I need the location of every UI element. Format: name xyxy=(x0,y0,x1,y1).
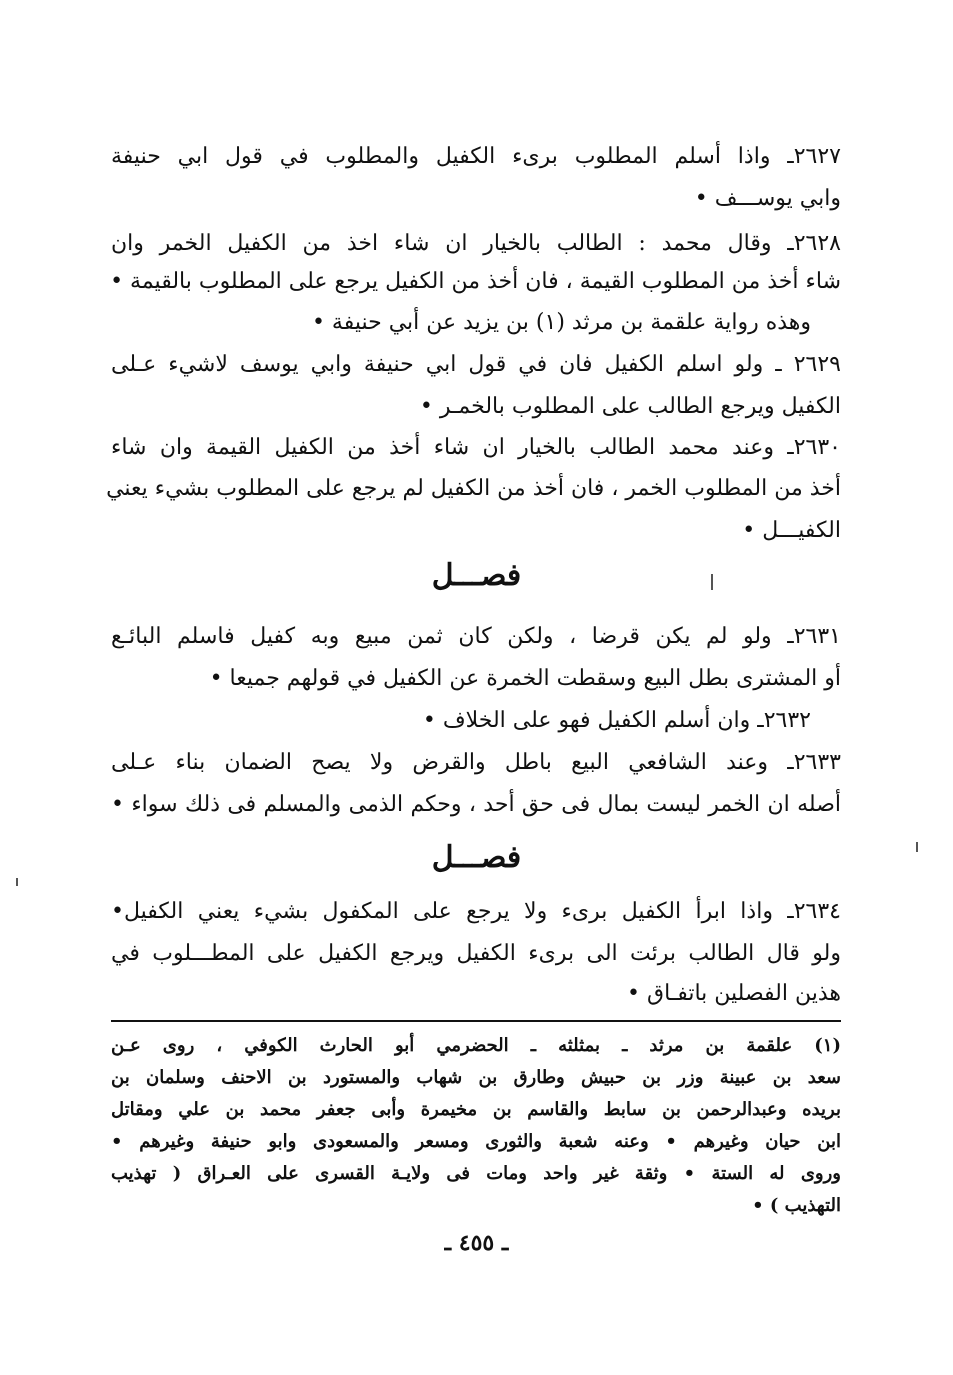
page-number: ـ ٤٥٥ ـ xyxy=(444,1230,509,1256)
footnote-separator xyxy=(111,1020,841,1022)
text-line: ٢٦٣١ـ ولو لم يكن قرضا ، ولكن كان ثمن مبيع وبه كفيل فاسلم البائـع xyxy=(111,624,841,649)
footnote-line: (١) علقمة بن مرثد ـ بمثلثه ـ الحضرمي أبو الحارث الكوفي ، روى عـن xyxy=(111,1035,841,1056)
section-heading: فصـــل xyxy=(431,558,522,593)
text-line: هذين الفصلين باتفـاق • xyxy=(627,981,841,1006)
text-line: ٢٦٢٩ ـ ولو اسلم الكفيل فان في قول ابي حنيفة وابي يوسف لاشيء عـلى xyxy=(111,352,841,377)
text-line: ولو قال الطالب برئت الى برىء الكفيل ويرجع الكفيل على المطـــلوب في xyxy=(111,941,841,966)
section-heading: فصـــل xyxy=(431,840,522,875)
text-line: أصله ان الخمر ليست بمال فى حق أحد ، وحكم الذمى والمسلم فى ذلك سواء • xyxy=(111,792,841,817)
scan-speck xyxy=(711,574,713,590)
text-line: وابي يوســـف • xyxy=(694,186,841,211)
scan-speck xyxy=(16,878,18,886)
scan-speck xyxy=(916,842,918,852)
text-line: ٢٦٣٠ـ وعند محمد الطالب بالخيار ان شاء أخذ من الكفيل القيمة وان شاء xyxy=(111,435,841,460)
footnote-line: بريده وعبدالرحمن بن سابط والقاسم بن مخيمرة وأبى جعفر محمد بن علي ومقاتل xyxy=(111,1099,841,1120)
text-line: الكفيـــل • xyxy=(742,518,841,543)
text-line: الكفيل ويرجع الطالب على المطلوب بالخمـر • xyxy=(419,394,841,419)
footnote-line: سعد بن عبينة وزر بن حبيش وطارق بن شهاب والمستورد بن الاحنف وسلمان بن xyxy=(111,1067,841,1088)
text-line: ٢٦٢٧ـ واذا أسلم المطلوب برىء الكفيل والمطلوب في قول ابي حنيفة xyxy=(111,144,841,169)
text-line: ٢٦٣٢ـ وان أسلم الكفيل فهو على الخلاف • xyxy=(422,708,811,733)
text-line: ٢٦٣٣ـ وعند الشافعي البيع باطل والقرض ولا يصح الضمان بناء عـلى xyxy=(111,750,841,775)
text-line: ٢٦٣٤ـ واذا ابرأ الكفيل برىء ولا يرجع على المكفول بشيء يعني الكفيل• xyxy=(111,899,841,924)
footnote-line: التهذيب ) • xyxy=(752,1195,841,1216)
text-line: وهذه رواية علقمة بن مرثد (١) بن يزيد عن أبي حنيفة • xyxy=(311,310,811,335)
text-line: ٢٦٢٨ـ وقال محمد : الطالب بالخيار ان شاء اخذ من الكفيل الخمر وان xyxy=(111,231,841,256)
footnote-line: ابن حيان وغيرهم • وعنه شعبة والثورى ومسعر والمسعودى وابو حنيفة وغيرهم • xyxy=(111,1131,841,1152)
text-line: أو المشترى بطل البيع وسقطت الخمرة عن الكفيل في قولهم جميعا • xyxy=(209,666,841,691)
text-line: أخذ من المطلوب الخمر ، فان أخذ من الكفيل لم يرجع على المطلوب بشيء يعني xyxy=(106,476,841,501)
footnote-line: وروى له الستة • وثقة غير واحد ومات فى ولايـة القسرى على العـراق ( تهذيب xyxy=(111,1163,841,1184)
text-line: شاء أخذ من المطلوب القيمة ، فان أخذ من الكفيل يرجع على المطلوب بالقيمة • xyxy=(110,269,841,294)
